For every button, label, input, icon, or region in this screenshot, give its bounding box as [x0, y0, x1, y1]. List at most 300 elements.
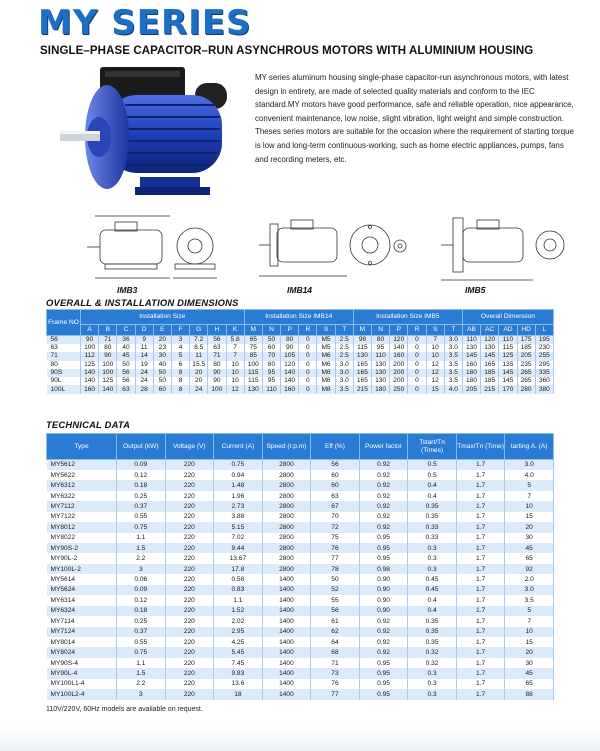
technical-cell: 0.98: [359, 564, 408, 574]
dimension-column-header: K: [226, 325, 244, 336]
technical-cell: 0.33: [408, 522, 457, 532]
dimension-cell: 130: [372, 361, 390, 369]
model-type-cell: MY8014: [47, 637, 117, 647]
technical-cell: 1400: [262, 574, 311, 584]
dimension-cell: M6: [317, 361, 335, 369]
dimension-cell: 215: [481, 385, 499, 393]
technical-cell: 0.92: [359, 616, 408, 626]
dimension-cell: M8: [317, 369, 335, 377]
technical-cell: 1.48: [214, 480, 263, 490]
technical-cell: 220: [165, 637, 214, 647]
dimension-cell: 12: [426, 369, 444, 377]
technical-column-header: Voltage (V): [165, 434, 214, 460]
frame-cell: 63: [47, 344, 81, 352]
dimension-cell: 125: [81, 361, 99, 369]
technical-cell: 1.7: [456, 480, 505, 490]
dimensions-group-header: [47, 310, 554, 325]
technical-cell: 0.25: [117, 491, 166, 501]
technical-cell: 1.7: [456, 512, 505, 522]
technical-cell: 0.4: [408, 491, 457, 501]
dimension-cell: 125: [499, 352, 517, 360]
dimension-cell: 20: [190, 377, 208, 385]
dimension-cell: 145: [462, 352, 480, 360]
technical-cell: 220: [165, 679, 214, 689]
dimension-cell: 0: [408, 377, 426, 385]
dimension-cell: 140: [99, 385, 117, 393]
dimension-cell: 80: [281, 336, 299, 345]
dimension-cell: 235: [517, 361, 535, 369]
model-type-cell: MY5624: [47, 585, 117, 595]
dimension-cell: 95: [262, 369, 280, 377]
technical-heading: TECHNICAL DATA: [46, 419, 131, 430]
dimension-cell: 160: [281, 385, 299, 393]
dimension-cell: 98: [353, 336, 371, 345]
dimension-cell: M8: [317, 377, 335, 385]
technical-cell: 1.7: [456, 606, 505, 616]
dimension-cell: 165: [353, 361, 371, 369]
technical-cell: 2800: [262, 480, 311, 490]
technical-cell: 220: [165, 647, 214, 657]
technical-cell: 220: [165, 689, 214, 699]
technical-cell: 0.09: [117, 460, 166, 470]
dimension-cell: 130: [353, 352, 371, 360]
dimension-cell: 85: [244, 352, 262, 360]
dimension-column-header: R: [408, 325, 426, 336]
technical-cell: 15: [505, 512, 554, 522]
dimension-row: [47, 385, 554, 393]
dimension-cell: 185: [481, 369, 499, 377]
technical-cell: 4.25: [214, 637, 263, 647]
technical-cell: 220: [165, 668, 214, 678]
dimension-cell: 0: [408, 369, 426, 377]
technical-cell: 3.5: [505, 595, 554, 605]
technical-cell: 1.5: [117, 543, 166, 553]
drawing-label-imb14: IMB14: [287, 285, 313, 295]
technical-row: [47, 668, 554, 678]
technical-row: [47, 637, 554, 647]
technical-cell: 220: [165, 658, 214, 668]
technical-cell: 0.5: [408, 470, 457, 480]
technical-cell: 1.7: [456, 522, 505, 532]
dimension-group-header: Installation Size: [81, 310, 245, 325]
technical-cell: 1.7: [456, 668, 505, 678]
dimension-cell: 115: [353, 344, 371, 352]
technical-cell: 18: [214, 689, 263, 699]
technical-cell: 0.37: [117, 627, 166, 637]
description-paragraph: MY series aluminum housing single-phase capacitor-run asynchronous motors, with latest design in entirety, are made of selected quality materials and conform to the IEC standard.MY motors have good performance, safe and reliable operation, nice appearance, convenient maintenance, low noise, slight vibration, light weight and simple construction.: [255, 73, 574, 123]
technical-cell: 1.7: [456, 564, 505, 574]
technical-cell: 0.3: [408, 543, 457, 553]
technical-row: [47, 522, 554, 532]
technical-cell: 0.35: [408, 637, 457, 647]
technical-cell: 73: [311, 668, 360, 678]
technical-cell: 71: [311, 658, 360, 668]
technical-row: [47, 627, 554, 637]
model-type-cell: MY6314: [47, 595, 117, 605]
dimension-cell: 8: [171, 369, 189, 377]
technical-cell: 76: [311, 679, 360, 689]
dimension-cell: 12: [426, 377, 444, 385]
technical-cell: 1400: [262, 616, 311, 626]
technical-cell: 1400: [262, 647, 311, 657]
dimension-column-header: M: [244, 325, 262, 336]
technical-cell: 0.35: [408, 501, 457, 511]
dimension-cell: 200: [390, 377, 408, 385]
technical-cell: 0.18: [117, 480, 166, 490]
technical-cell: 0.92: [359, 501, 408, 511]
dimension-column-header: A: [81, 325, 99, 336]
dimension-cell: 145: [481, 352, 499, 360]
technical-row: [47, 512, 554, 522]
dimension-cell: 56: [117, 377, 135, 385]
dimension-cell: 65: [244, 336, 262, 345]
dimension-cell: 3.5: [444, 352, 462, 360]
dimension-cell: 70: [262, 352, 280, 360]
dimension-cell: 100: [208, 385, 226, 393]
technical-cell: 1400: [262, 689, 311, 699]
technical-cell: 0.45: [408, 585, 457, 595]
dimension-cell: 100: [81, 344, 99, 352]
drawing-label-imb3: IMB3: [117, 285, 138, 295]
technical-cell: 65: [505, 679, 554, 689]
dimension-cell: 45: [117, 352, 135, 360]
technical-cell: 1400: [262, 627, 311, 637]
technical-cell: 0.35: [408, 512, 457, 522]
technical-cell: 5.15: [214, 522, 263, 532]
dimension-cell: 90: [99, 352, 117, 360]
technical-cell: 50: [311, 574, 360, 584]
technical-row: [47, 501, 554, 511]
technical-cell: 7.45: [214, 658, 263, 668]
technical-row: [47, 491, 554, 501]
technical-cell: 1400: [262, 606, 311, 616]
technical-cell: 64: [311, 637, 360, 647]
technical-cell: 0.92: [359, 627, 408, 637]
dimension-cell: 28: [135, 385, 153, 393]
dimension-cell: 0: [408, 336, 426, 345]
dimension-column-header: C: [117, 325, 135, 336]
dimension-column-header: P: [281, 325, 299, 336]
technical-cell: 1.7: [456, 533, 505, 543]
dimension-cell: 0: [408, 361, 426, 369]
dimension-cell: 110: [462, 336, 480, 345]
technical-cell: 13.6: [214, 679, 263, 689]
technical-cell: 220: [165, 574, 214, 584]
dimension-cell: 90: [208, 377, 226, 385]
dimension-cell: 0: [299, 361, 317, 369]
technical-cell: 4.0: [505, 470, 554, 480]
dimension-cell: 23: [153, 344, 171, 352]
dimension-cell: M8: [317, 385, 335, 393]
technical-row: [47, 480, 554, 490]
dimension-cell: 5.8: [226, 336, 244, 345]
technical-cell: 220: [165, 616, 214, 626]
technical-cell: 15: [505, 637, 554, 647]
technical-column-header: Speed (r.p.m): [262, 434, 311, 460]
dimension-cell: 140: [81, 369, 99, 377]
technical-cell: 56: [311, 460, 360, 470]
dimension-cell: 145: [499, 377, 517, 385]
technical-cell: 72: [311, 522, 360, 532]
technical-cell: 0.06: [117, 574, 166, 584]
dimension-column-header: AC: [481, 325, 499, 336]
technical-cell: 0.92: [359, 522, 408, 532]
dimension-cell: 185: [481, 377, 499, 385]
dimension-cell: 0: [408, 385, 426, 393]
technical-cell: 0.3: [408, 689, 457, 699]
technical-row: [47, 553, 554, 563]
technical-cell: 0.12: [117, 595, 166, 605]
technical-cell: 1400: [262, 679, 311, 689]
technical-column-header: Tmax/Tn (Time): [456, 434, 505, 460]
technical-cell: 2800: [262, 470, 311, 480]
technical-cell: 2800: [262, 564, 311, 574]
dimension-cell: 40: [153, 361, 171, 369]
technical-cell: 9.83: [214, 668, 263, 678]
dimension-cell: 8: [171, 377, 189, 385]
dimension-cell: 7: [426, 336, 444, 345]
technical-cell: 0.75: [117, 647, 166, 657]
dimension-group-header: Installation Size IMB5: [353, 310, 462, 325]
technical-cell: 0.55: [117, 637, 166, 647]
technical-cell: 0.75: [214, 460, 263, 470]
technical-cell: 1.7: [456, 595, 505, 605]
technical-cell: 0.90: [359, 574, 408, 584]
technical-cell: 220: [165, 564, 214, 574]
technical-cell: 2800: [262, 553, 311, 563]
dimension-column-header: F: [171, 325, 189, 336]
technical-cell: 0.45: [408, 574, 457, 584]
technical-cell: 76: [311, 543, 360, 553]
technical-cell: 7: [505, 491, 554, 501]
technical-cell: 0.95: [359, 553, 408, 563]
technical-cell: 220: [165, 595, 214, 605]
technical-cell: 63: [311, 491, 360, 501]
technical-table: [46, 433, 554, 700]
technical-cell: 0.55: [117, 512, 166, 522]
dimension-cell: 20: [153, 336, 171, 345]
technical-cell: 220: [165, 470, 214, 480]
technical-cell: 1.7: [456, 491, 505, 501]
dimension-cell: 110: [499, 336, 517, 345]
technical-column-header: Current (A): [214, 434, 263, 460]
technical-cell: 1.1: [117, 533, 166, 543]
dimension-column-header: B: [99, 325, 117, 336]
dimension-cell: 0: [299, 344, 317, 352]
model-type-cell: MY6312: [47, 480, 117, 490]
technical-cell: 0.95: [359, 668, 408, 678]
dimension-cell: 50: [153, 369, 171, 377]
dimension-cell: 10: [226, 369, 244, 377]
dimension-cell: 165: [353, 377, 371, 385]
dimensions-table: [46, 309, 554, 394]
technical-cell: 2800: [262, 460, 311, 470]
dimension-cell: 80: [262, 361, 280, 369]
technical-cell: 67: [311, 501, 360, 511]
technical-cell: 1.7: [456, 574, 505, 584]
model-type-cell: MY100L2-4: [47, 689, 117, 699]
technical-cell: 0.32: [408, 658, 457, 668]
dimension-cell: 2.5: [335, 344, 353, 352]
technical-cell: 1.7: [456, 689, 505, 699]
technical-cell: 2800: [262, 491, 311, 501]
technical-cell: 2.73: [214, 501, 263, 511]
dimension-column-header: N: [372, 325, 390, 336]
technical-row: [47, 533, 554, 543]
dimension-cell: 140: [390, 344, 408, 352]
technical-cell: 0.58: [214, 574, 263, 584]
dimension-cell: 295: [535, 361, 553, 369]
technical-cell: 1.1: [214, 595, 263, 605]
dimension-cell: 200: [390, 361, 408, 369]
technical-cell: 62: [311, 627, 360, 637]
model-type-cell: MY90S-2: [47, 543, 117, 553]
technical-cell: 220: [165, 480, 214, 490]
technical-cell: 3.0: [505, 460, 554, 470]
model-type-cell: MY5614: [47, 574, 117, 584]
dimension-cell: 12: [426, 361, 444, 369]
technical-cell: 61: [311, 616, 360, 626]
technical-cell: 1.7: [456, 637, 505, 647]
technical-cell: 1.96: [214, 491, 263, 501]
model-type-cell: MY6322: [47, 491, 117, 501]
model-type-cell: MY7114: [47, 616, 117, 626]
dimension-cell: 3.0: [335, 361, 353, 369]
dimension-column-header: S: [426, 325, 444, 336]
dimension-cell: 8: [171, 385, 189, 393]
dimension-cell: 130: [244, 385, 262, 393]
technical-cell: 0.3: [408, 564, 457, 574]
dimension-row: [47, 369, 554, 377]
technical-cell: 0.4: [408, 480, 457, 490]
dimension-cell: 115: [499, 344, 517, 352]
dimension-cell: 95: [262, 377, 280, 385]
dimension-cell: 3.5: [335, 385, 353, 393]
dimension-column-header: T: [335, 325, 353, 336]
dimension-cell: 24: [135, 377, 153, 385]
technical-cell: 2.2: [117, 679, 166, 689]
technical-cell: 3.0: [505, 585, 554, 595]
technical-cell: 7: [505, 616, 554, 626]
dimension-cell: 112: [81, 352, 99, 360]
technical-cell: 1400: [262, 595, 311, 605]
dimensions-heading: OVERALL & INSTALLATION DIMENSIONS: [46, 297, 239, 308]
dimension-column-header: N: [262, 325, 280, 336]
dimension-cell: 0: [299, 336, 317, 345]
dimension-cell: 160: [81, 385, 99, 393]
technical-cell: 2800: [262, 543, 311, 553]
frame-cell: 90S: [47, 369, 81, 377]
dimension-cell: 165: [481, 361, 499, 369]
page-footer-band: [0, 725, 600, 751]
dimensions-column-header: [47, 325, 554, 336]
technical-cell: 0.95: [359, 658, 408, 668]
dimension-cell: 105: [281, 352, 299, 360]
technical-cell: 20: [505, 522, 554, 532]
dimension-column-header: L: [535, 325, 553, 336]
dimension-cell: 56: [117, 369, 135, 377]
technical-cell: 0.92: [359, 480, 408, 490]
dimension-cell: 7.2: [190, 336, 208, 345]
dimension-cell: 205: [462, 385, 480, 393]
description-paragraph: Theses series motors are suitable for the occasion where the requirement of starting torque is low and long-term continuous-working, such as home electric appliances, pumps, fans and recording meters, etc.: [255, 127, 574, 164]
dimension-cell: 71: [208, 352, 226, 360]
technical-cell: 0.95: [359, 679, 408, 689]
technical-cell: 30: [505, 658, 554, 668]
dimension-cell: 63: [208, 344, 226, 352]
dimension-cell: 80: [99, 344, 117, 352]
technical-cell: 3: [117, 564, 166, 574]
technical-cell: 1.7: [456, 585, 505, 595]
technical-cell: 220: [165, 627, 214, 637]
dimension-column-header: S: [317, 325, 335, 336]
model-type-cell: MY7124: [47, 627, 117, 637]
technical-cell: 5.45: [214, 647, 263, 657]
technical-cell: 45: [505, 543, 554, 553]
dimension-cell: 125: [99, 377, 117, 385]
dimension-cell: 3.0: [444, 344, 462, 352]
dimension-cell: 60: [153, 385, 171, 393]
dimension-cell: 140: [81, 377, 99, 385]
dimension-column-header: AD: [499, 325, 517, 336]
dimension-cell: 3.0: [335, 369, 353, 377]
technical-cell: 2800: [262, 501, 311, 511]
dimension-cell: 3.0: [444, 336, 462, 345]
technical-row: [47, 585, 554, 595]
dimension-cell: 12: [226, 385, 244, 393]
technical-cell: 1.52: [214, 606, 263, 616]
model-type-cell: MY100L-2: [47, 564, 117, 574]
model-type-cell: MY6324: [47, 606, 117, 616]
dimension-cell: 230: [535, 344, 553, 352]
dimension-cell: 95: [372, 344, 390, 352]
dimension-cell: 165: [353, 369, 371, 377]
dimension-column-header: R: [299, 325, 317, 336]
technical-cell: 0.90: [359, 606, 408, 616]
technical-row: [47, 564, 554, 574]
technical-cell: 0.3: [408, 679, 457, 689]
technical-cell: 0.35: [408, 627, 457, 637]
model-type-cell: MY5622: [47, 470, 117, 480]
dimension-cell: 0: [408, 344, 426, 352]
technical-cell: 1400: [262, 585, 311, 595]
dimension-column-header: HD: [517, 325, 535, 336]
technical-cell: 1.1: [117, 658, 166, 668]
frame-cell: 56: [47, 336, 81, 345]
technical-cell: 5: [505, 606, 554, 616]
dimension-cell: 90: [281, 344, 299, 352]
dimension-cell: 24: [190, 385, 208, 393]
technical-cell: 0.25: [117, 616, 166, 626]
model-type-cell: MY8022: [47, 533, 117, 543]
technical-cell: 10: [505, 501, 554, 511]
technical-cell: 2800: [262, 512, 311, 522]
dimension-row: [47, 336, 554, 345]
technical-cell: 5: [505, 480, 554, 490]
technical-row: [47, 470, 554, 480]
technical-cell: 9.44: [214, 543, 263, 553]
footnote: 110V/220V, 60Hz models are available on request.: [46, 706, 203, 713]
dimension-cell: 185: [517, 344, 535, 352]
technical-cell: 92: [505, 564, 554, 574]
technical-cell: 0.32: [408, 647, 457, 657]
technical-cell: 1.7: [456, 470, 505, 480]
technical-cell: 0.83: [214, 585, 263, 595]
technical-cell: 1.7: [456, 553, 505, 563]
technical-column-header: Eff (%): [311, 434, 360, 460]
dimension-cell: 200: [390, 369, 408, 377]
technical-row: [47, 460, 554, 470]
